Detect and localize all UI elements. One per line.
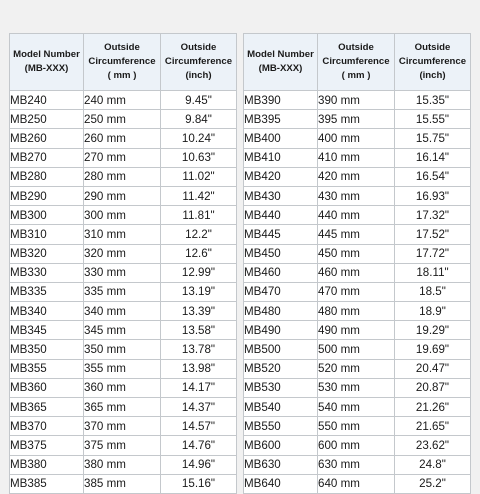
circumference-mm-cell: 300 mm bbox=[84, 206, 161, 225]
circumference-mm-cell: 460 mm bbox=[318, 263, 395, 282]
size-chart bbox=[9, 33, 471, 494]
model-number-cell: MB260 bbox=[10, 129, 84, 148]
table-row bbox=[244, 455, 471, 474]
model-number-cell: MB630 bbox=[244, 455, 318, 474]
table-row bbox=[244, 148, 471, 167]
circumference-inch-cell: 17.32" bbox=[395, 206, 471, 225]
circumference-inch-cell: 18.9" bbox=[395, 302, 471, 321]
table-row bbox=[10, 340, 237, 359]
model-number-cell: MB345 bbox=[10, 321, 84, 340]
model-number-cell: MB500 bbox=[244, 340, 318, 359]
table-row bbox=[10, 110, 237, 129]
model-number-cell: MB375 bbox=[10, 436, 84, 455]
circumference-mm-cell: 530 mm bbox=[318, 378, 395, 397]
table-row bbox=[244, 225, 471, 244]
table-row bbox=[10, 378, 237, 397]
circumference-mm-cell: 310 mm bbox=[84, 225, 161, 244]
circumference-inch-cell: 13.19" bbox=[161, 282, 237, 301]
circumference-inch-cell: 21.26" bbox=[395, 398, 471, 417]
header-text: Outside bbox=[180, 42, 217, 53]
model-number-cell: MB250 bbox=[10, 110, 84, 129]
model-number-cell: MB640 bbox=[244, 474, 318, 493]
model-number-cell: MB395 bbox=[244, 110, 318, 129]
model-number-cell: MB240 bbox=[10, 91, 84, 110]
model-number-cell: MB300 bbox=[10, 206, 84, 225]
circumference-mm-cell: 395 mm bbox=[318, 110, 395, 129]
circumference-mm-cell: 450 mm bbox=[318, 244, 395, 263]
model-number-cell: MB440 bbox=[244, 206, 318, 225]
model-number-cell: MB450 bbox=[244, 244, 318, 263]
circumference-mm-cell: 410 mm bbox=[318, 148, 395, 167]
circumference-inch-cell: 20.87" bbox=[395, 378, 471, 397]
circumference-inch-cell: 19.69" bbox=[395, 340, 471, 359]
model-number-cell: MB470 bbox=[244, 282, 318, 301]
header-text: Circumference bbox=[322, 56, 390, 67]
model-number-cell: MB550 bbox=[244, 417, 318, 436]
header-text: (inch) bbox=[185, 70, 212, 81]
table-row bbox=[244, 378, 471, 397]
circumference-mm-cell: 270 mm bbox=[84, 148, 161, 167]
table-row bbox=[244, 186, 471, 205]
model-number-cell: MB340 bbox=[10, 302, 84, 321]
circumference-inch-cell: 25.2" bbox=[395, 474, 471, 493]
header-circumference-inch bbox=[395, 34, 471, 91]
table-row bbox=[10, 91, 237, 110]
table-row bbox=[244, 244, 471, 263]
circumference-inch-cell: 16.14" bbox=[395, 148, 471, 167]
circumference-mm-cell: 340 mm bbox=[84, 302, 161, 321]
model-number-cell: MB530 bbox=[244, 378, 318, 397]
table-row bbox=[10, 474, 237, 493]
table-row bbox=[10, 129, 237, 148]
table-row bbox=[244, 398, 471, 417]
circumference-mm-cell: 445 mm bbox=[318, 225, 395, 244]
table-row bbox=[10, 282, 237, 301]
model-number-cell: MB360 bbox=[10, 378, 84, 397]
circumference-mm-cell: 430 mm bbox=[318, 186, 395, 205]
circumference-mm-cell: 550 mm bbox=[318, 417, 395, 436]
circumference-inch-cell: 12.99" bbox=[161, 263, 237, 282]
model-number-cell: MB490 bbox=[244, 321, 318, 340]
table-row bbox=[10, 455, 237, 474]
model-number-cell: MB480 bbox=[244, 302, 318, 321]
table-row bbox=[10, 263, 237, 282]
circumference-mm-cell: 630 mm bbox=[318, 455, 395, 474]
circumference-inch-cell: 13.58" bbox=[161, 321, 237, 340]
model-number-cell: MB380 bbox=[10, 455, 84, 474]
table-row bbox=[244, 129, 471, 148]
model-number-cell: MB430 bbox=[244, 186, 318, 205]
model-number-cell: MB540 bbox=[244, 398, 318, 417]
circumference-inch-cell: 14.57" bbox=[161, 417, 237, 436]
header-text: ( mm ) bbox=[341, 70, 371, 81]
circumference-mm-cell: 480 mm bbox=[318, 302, 395, 321]
table-row bbox=[244, 91, 471, 110]
circumference-mm-cell: 500 mm bbox=[318, 340, 395, 359]
model-number-cell: MB330 bbox=[10, 263, 84, 282]
circumference-mm-cell: 330 mm bbox=[84, 263, 161, 282]
table-row bbox=[244, 110, 471, 129]
header-model-number bbox=[244, 34, 318, 91]
table-row bbox=[244, 167, 471, 186]
circumference-inch-cell: 21.65" bbox=[395, 417, 471, 436]
circumference-inch-cell: 10.63" bbox=[161, 148, 237, 167]
table-row bbox=[244, 302, 471, 321]
model-number-cell: MB280 bbox=[10, 167, 84, 186]
model-number-cell: MB290 bbox=[10, 186, 84, 205]
model-number-cell: MB600 bbox=[244, 436, 318, 455]
circumference-mm-cell: 375 mm bbox=[84, 436, 161, 455]
circumference-inch-cell: 12.2" bbox=[161, 225, 237, 244]
header-text: Outside bbox=[104, 42, 140, 53]
header-text: Circumference bbox=[398, 56, 467, 67]
circumference-mm-cell: 520 mm bbox=[318, 359, 395, 378]
header-text: (MB-XXX) bbox=[24, 63, 69, 74]
size-table-right bbox=[243, 33, 471, 494]
table-row bbox=[244, 340, 471, 359]
table-row bbox=[10, 398, 237, 417]
circumference-mm-cell: 380 mm bbox=[84, 455, 161, 474]
circumference-inch-cell: 11.42" bbox=[161, 186, 237, 205]
circumference-inch-cell: 24.8" bbox=[395, 455, 471, 474]
circumference-inch-cell: 15.35" bbox=[395, 91, 471, 110]
circumference-mm-cell: 600 mm bbox=[318, 436, 395, 455]
table-row bbox=[10, 244, 237, 263]
header-text: (MB-XXX) bbox=[258, 63, 303, 74]
circumference-inch-cell: 14.17" bbox=[161, 378, 237, 397]
circumference-mm-cell: 335 mm bbox=[84, 282, 161, 301]
model-number-cell: MB370 bbox=[10, 417, 84, 436]
circumference-mm-cell: 365 mm bbox=[84, 398, 161, 417]
header-text: Outside bbox=[414, 42, 451, 53]
table-row bbox=[10, 417, 237, 436]
table-row bbox=[244, 436, 471, 455]
circumference-mm-cell: 345 mm bbox=[84, 321, 161, 340]
circumference-inch-cell: 15.55" bbox=[395, 110, 471, 129]
table-row bbox=[10, 206, 237, 225]
header-circumference-mm bbox=[84, 34, 161, 91]
model-number-cell: MB385 bbox=[10, 474, 84, 493]
header-text: (inch) bbox=[419, 70, 446, 81]
header-model-number bbox=[10, 34, 84, 91]
table-row bbox=[10, 359, 237, 378]
circumference-inch-cell: 18.5" bbox=[395, 282, 471, 301]
circumference-mm-cell: 385 mm bbox=[84, 474, 161, 493]
circumference-mm-cell: 355 mm bbox=[84, 359, 161, 378]
model-number-cell: MB410 bbox=[244, 148, 318, 167]
circumference-inch-cell: 14.76" bbox=[161, 436, 237, 455]
circumference-inch-cell: 15.75" bbox=[395, 129, 471, 148]
circumference-mm-cell: 470 mm bbox=[318, 282, 395, 301]
table-row bbox=[10, 302, 237, 321]
circumference-mm-cell: 420 mm bbox=[318, 167, 395, 186]
circumference-inch-cell: 14.37" bbox=[161, 398, 237, 417]
size-table-left bbox=[9, 33, 237, 494]
model-number-cell: MB460 bbox=[244, 263, 318, 282]
table-row bbox=[244, 359, 471, 378]
circumference-mm-cell: 360 mm bbox=[84, 378, 161, 397]
table-row bbox=[244, 417, 471, 436]
model-number-cell: MB365 bbox=[10, 398, 84, 417]
circumference-inch-cell: 14.96" bbox=[161, 455, 237, 474]
circumference-inch-cell: 10.24" bbox=[161, 129, 237, 148]
circumference-mm-cell: 390 mm bbox=[318, 91, 395, 110]
circumference-inch-cell: 15.16" bbox=[161, 474, 237, 493]
table-row bbox=[244, 206, 471, 225]
circumference-inch-cell: 9.45" bbox=[161, 91, 237, 110]
circumference-inch-cell: 13.98" bbox=[161, 359, 237, 378]
circumference-mm-cell: 250 mm bbox=[84, 110, 161, 129]
circumference-mm-cell: 400 mm bbox=[318, 129, 395, 148]
circumference-mm-cell: 290 mm bbox=[84, 186, 161, 205]
table-body-right bbox=[244, 91, 471, 494]
circumference-inch-cell: 11.02" bbox=[161, 167, 237, 186]
circumference-inch-cell: 12.6" bbox=[161, 244, 237, 263]
model-number-cell: MB445 bbox=[244, 225, 318, 244]
model-number-cell: MB310 bbox=[10, 225, 84, 244]
table-body-left bbox=[10, 91, 237, 494]
table-row bbox=[10, 148, 237, 167]
model-number-cell: MB355 bbox=[10, 359, 84, 378]
header-text: Model Number bbox=[247, 49, 314, 60]
table-row bbox=[10, 186, 237, 205]
table-row bbox=[10, 167, 237, 186]
model-number-cell: MB335 bbox=[10, 282, 84, 301]
header-circumference-mm bbox=[318, 34, 395, 91]
circumference-inch-cell: 19.29" bbox=[395, 321, 471, 340]
circumference-mm-cell: 490 mm bbox=[318, 321, 395, 340]
circumference-inch-cell: 18.11" bbox=[395, 263, 471, 282]
circumference-inch-cell: 23.62" bbox=[395, 436, 471, 455]
model-number-cell: MB270 bbox=[10, 148, 84, 167]
circumference-mm-cell: 540 mm bbox=[318, 398, 395, 417]
header-text: Circumference bbox=[164, 56, 233, 67]
circumference-mm-cell: 440 mm bbox=[318, 206, 395, 225]
model-number-cell: MB390 bbox=[244, 91, 318, 110]
header-text: Model Number bbox=[13, 49, 80, 60]
table-row bbox=[244, 321, 471, 340]
circumference-inch-cell: 13.39" bbox=[161, 302, 237, 321]
model-number-cell: MB320 bbox=[10, 244, 84, 263]
header-circumference-inch bbox=[161, 34, 237, 91]
header-row bbox=[244, 34, 471, 91]
circumference-mm-cell: 350 mm bbox=[84, 340, 161, 359]
circumference-mm-cell: 640 mm bbox=[318, 474, 395, 493]
header-text: Circumference bbox=[88, 56, 156, 67]
table-row bbox=[244, 474, 471, 493]
model-number-cell: MB420 bbox=[244, 167, 318, 186]
circumference-inch-cell: 16.93" bbox=[395, 186, 471, 205]
circumference-mm-cell: 370 mm bbox=[84, 417, 161, 436]
model-number-cell: MB520 bbox=[244, 359, 318, 378]
table-row bbox=[10, 321, 237, 340]
header-text: ( mm ) bbox=[107, 70, 137, 81]
model-number-cell: MB350 bbox=[10, 340, 84, 359]
table-row bbox=[244, 282, 471, 301]
circumference-inch-cell: 20.47" bbox=[395, 359, 471, 378]
circumference-inch-cell: 17.52" bbox=[395, 225, 471, 244]
circumference-inch-cell: 11.81" bbox=[161, 206, 237, 225]
table-row bbox=[10, 436, 237, 455]
circumference-inch-cell: 13.78" bbox=[161, 340, 237, 359]
circumference-mm-cell: 240 mm bbox=[84, 91, 161, 110]
model-number-cell: MB400 bbox=[244, 129, 318, 148]
table-row bbox=[244, 263, 471, 282]
table-row bbox=[10, 225, 237, 244]
circumference-mm-cell: 280 mm bbox=[84, 167, 161, 186]
circumference-inch-cell: 16.54" bbox=[395, 167, 471, 186]
circumference-mm-cell: 260 mm bbox=[84, 129, 161, 148]
circumference-inch-cell: 9.84" bbox=[161, 110, 237, 129]
circumference-inch-cell: 17.72" bbox=[395, 244, 471, 263]
header-row bbox=[10, 34, 237, 91]
header-text: Outside bbox=[338, 42, 374, 53]
circumference-mm-cell: 320 mm bbox=[84, 244, 161, 263]
